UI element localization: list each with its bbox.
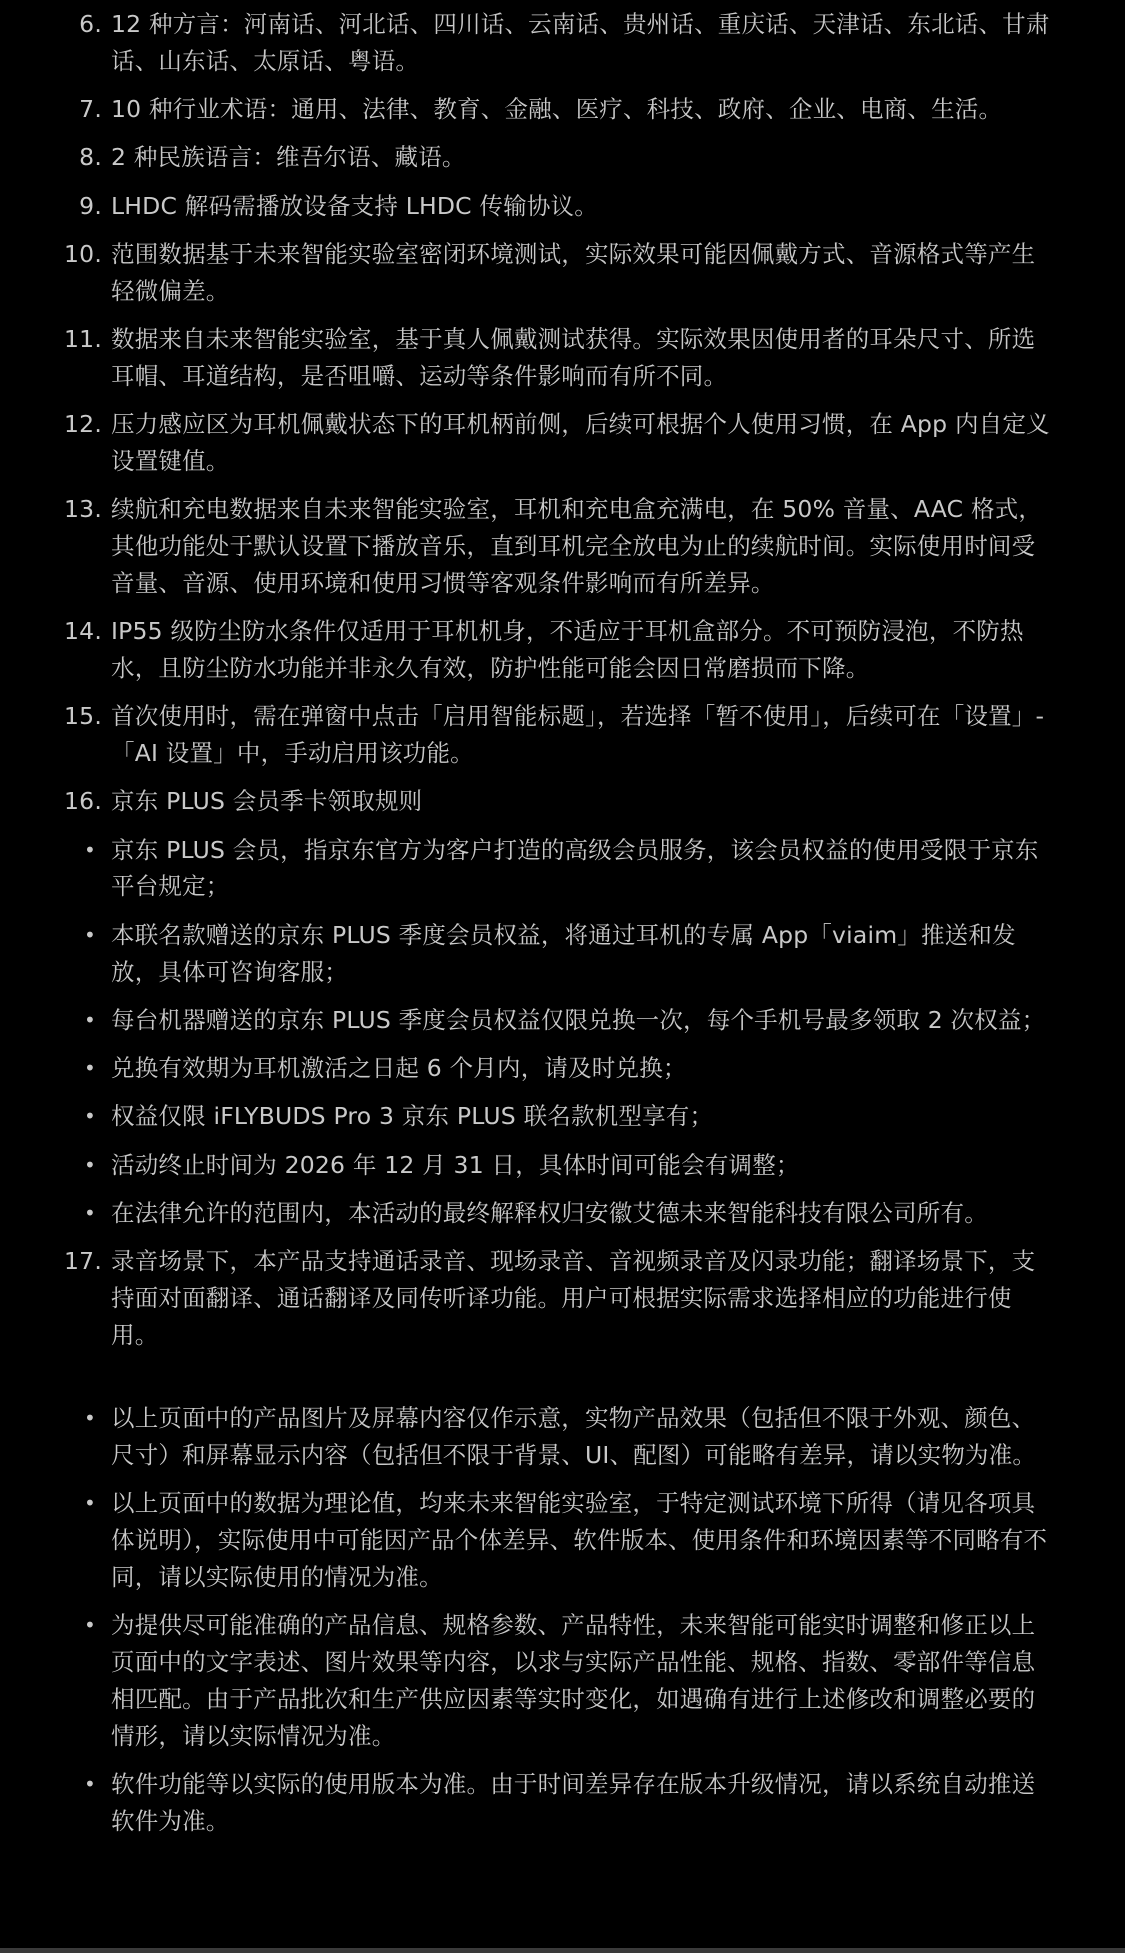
plus-rule-item [0, 1147, 1125, 1184]
disclaimer-item [0, 1607, 1125, 1754]
footnote-number: 11. [64, 325, 102, 354]
footnote-10 [0, 236, 1125, 310]
footnote-8 [0, 139, 1125, 176]
plus-rule-item [0, 1195, 1125, 1232]
footnote-text: 京东 PLUS 会员季卡领取规则 [111, 787, 423, 816]
bullet-icon: • [84, 1613, 96, 1638]
footnote-13 [0, 491, 1125, 601]
footnote-number: 13. [64, 495, 102, 524]
footnote-text: 续航和充电数据来自未来智能实验室，耳机和充电盒充满电，在 50% 音量、AAC 格式，其他功能处于默认设置下播放音乐，直到耳机完全放电为止的续航时间。实际使用时间受音量、音源、使用环境和使用习惯等客观条件影响而有所差异。 [111, 495, 1043, 597]
footnote-number: 7. [79, 95, 102, 124]
plus-rule-item [0, 1002, 1125, 1039]
footnote-text: IP55 级防尘防水条件仅适用于耳机机身，不适应于耳机盒部分。不可预防浸泡，不防热水，且防尘防水功能并非永久有效，防护性能可能会因日常磨损而下降。 [111, 617, 1024, 682]
bullet-icon: • [84, 1406, 96, 1431]
footnote-14 [0, 613, 1125, 687]
plus-rule-text: 活动终止时间为 2026 年 12 月 31 日，具体时间可能会有调整； [111, 1150, 800, 1179]
plus-rule-item [0, 832, 1125, 906]
footnote-number: 16. [64, 787, 102, 816]
plus-rule-text: 本联名款赠送的京东 PLUS 季度会员权益，将通过耳机的专属 App「viaim」推送和发放，具体可咨询客服； [111, 920, 1016, 986]
bullet-icon: • [84, 1056, 96, 1081]
footnote-text: 压力感应区为耳机佩戴状态下的耳机柄前侧，后续可根据个人使用习惯，在 App 内自定义设置键值。 [111, 410, 1050, 475]
plus-rule-item [0, 1050, 1125, 1087]
bullet-icon: • [84, 1771, 96, 1796]
plus-rule-text: 兑换有效期为耳机激活之日起 6 个月内，请及时兑换； [111, 1054, 687, 1083]
bullet-icon: • [84, 1201, 96, 1226]
plus-rule-text: 权益仅限 iFLYBUDS Pro 3 京东 PLUS 联名款机型享有； [111, 1102, 714, 1131]
footnote-text: 录音场景下，本产品支持通话录音、现场录音、音视频录音及闪录功能；翻译场景下，支持面对面翻译、通话翻译及同传听译功能。用户可根据实际需求选择相应的功能进行使用。 [111, 1247, 1036, 1349]
bullet-icon: • [84, 1152, 96, 1177]
bullet-icon: • [84, 1104, 96, 1129]
footnote-text: 首次使用时，需在弹窗中点击「启用智能标题」，若选择「暂不使用」，后续可在「设置」-「AI 设置」中，手动启用该功能。 [111, 702, 1045, 768]
footnote-number: 17. [64, 1247, 102, 1276]
footnote-number: 9. [79, 191, 102, 220]
footnote-12 [0, 406, 1125, 480]
footnote-7 [0, 91, 1125, 128]
footnote-text: LHDC 解码需播放设备支持 LHDC 传输协议。 [111, 191, 598, 220]
plus-rule-text: 每台机器赠送的京东 PLUS 季度会员权益仅限兑换一次，每个手机号最多领取 2 次权益； [111, 1005, 1046, 1034]
disclaimer-text: 软件功能等以实际的使用版本为准。由于时间差异存在版本升级情况，请以系统自动推送软件为准。 [111, 1769, 1036, 1835]
footnote-number: 10. [64, 239, 102, 268]
plus-rule-text: 京东 PLUS 会员，指京东官方为客户打造的高级会员服务，该会员权益的使用受限于京东平台规定； [111, 835, 1039, 901]
footnote-number: 15. [64, 702, 102, 731]
bullet-icon: • [84, 922, 96, 947]
footnote-number: 14. [64, 617, 102, 646]
footnote-text: 2 种民族语言：维吾尔语、藏语。 [111, 143, 466, 172]
disclaimer-item [0, 1766, 1125, 1840]
bottom-edge-bar [0, 1948, 1125, 1953]
disclaimer-item [0, 1400, 1125, 1474]
footnote-15 [0, 698, 1125, 772]
footnote-17 [0, 1243, 1125, 1353]
footnotes-list [0, 6, 1125, 1851]
footnote-text: 范围数据基于未来智能实验室密闭环境测试，实际效果可能因佩戴方式、音源格式等产生轻微偏差。 [111, 239, 1036, 305]
section-spacer [0, 1365, 1125, 1400]
disclaimer-text: 以上页面中的产品图片及屏幕内容仅作示意，实物产品效果（包括但不限于外观、颜色、尺寸）和屏幕显示内容（包括但不限于背景、UI、配图）可能略有差异，请以实物为准。 [111, 1404, 1037, 1469]
footnote-16 [0, 783, 1125, 820]
footnote-text: 12 种方言：河南话、河北话、四川话、云南话、贵州话、重庆话、天津话、东北话、甘肃话、山东话、太原话、粤语。 [111, 10, 1050, 75]
bullet-icon: • [84, 1007, 96, 1032]
footnote-number: 12. [64, 410, 102, 439]
disclaimer-text: 以上页面中的数据为理论值，均来未来智能实验室，于特定测试环境下所得（请见各项具体说明），实际使用中可能因产品个体差异、软件版本、使用条件和环境因素等不同略有不同，请以实际使用的情况为准。 [111, 1489, 1048, 1591]
plus-rule-text: 在法律允许的范围内，本活动的最终解释权归安徽艾德未来智能科技有限公司所有。 [111, 1199, 988, 1228]
footnote-6 [0, 6, 1125, 80]
disclaimer-item [0, 1485, 1125, 1595]
footnote-9 [0, 188, 1125, 225]
bullet-icon: • [84, 1491, 96, 1516]
footnote-number: 6. [79, 10, 102, 38]
footnote-text: 数据来自未来智能实验室，基于真人佩戴测试获得。实际效果因使用者的耳朵尺寸、所选耳帽、耳道结构，是否咀嚼、运动等条件影响而有所不同。 [111, 325, 1036, 390]
bullet-icon: • [84, 837, 96, 862]
disclaimer-text: 为提供尽可能准确的产品信息、规格参数、产品特性，未来智能可能实时调整和修正以上页面中的文字表述、图片效果等内容，以求与实际产品性能、规格、指数、零部件等信息相匹配。由于产品批次和生产供应因素等实时变化，如遇确有进行上述修改和调整必要的情形，请以实际情况为准。 [111, 1611, 1036, 1750]
footnote-number: 8. [79, 143, 102, 172]
plus-rule-item [0, 917, 1125, 991]
plus-rule-item [0, 1098, 1125, 1135]
footnote-text: 10 种行业术语：通用、法律、教育、金融、医疗、科技、政府、企业、电商、生活。 [111, 95, 1003, 124]
footnote-11 [0, 321, 1125, 395]
